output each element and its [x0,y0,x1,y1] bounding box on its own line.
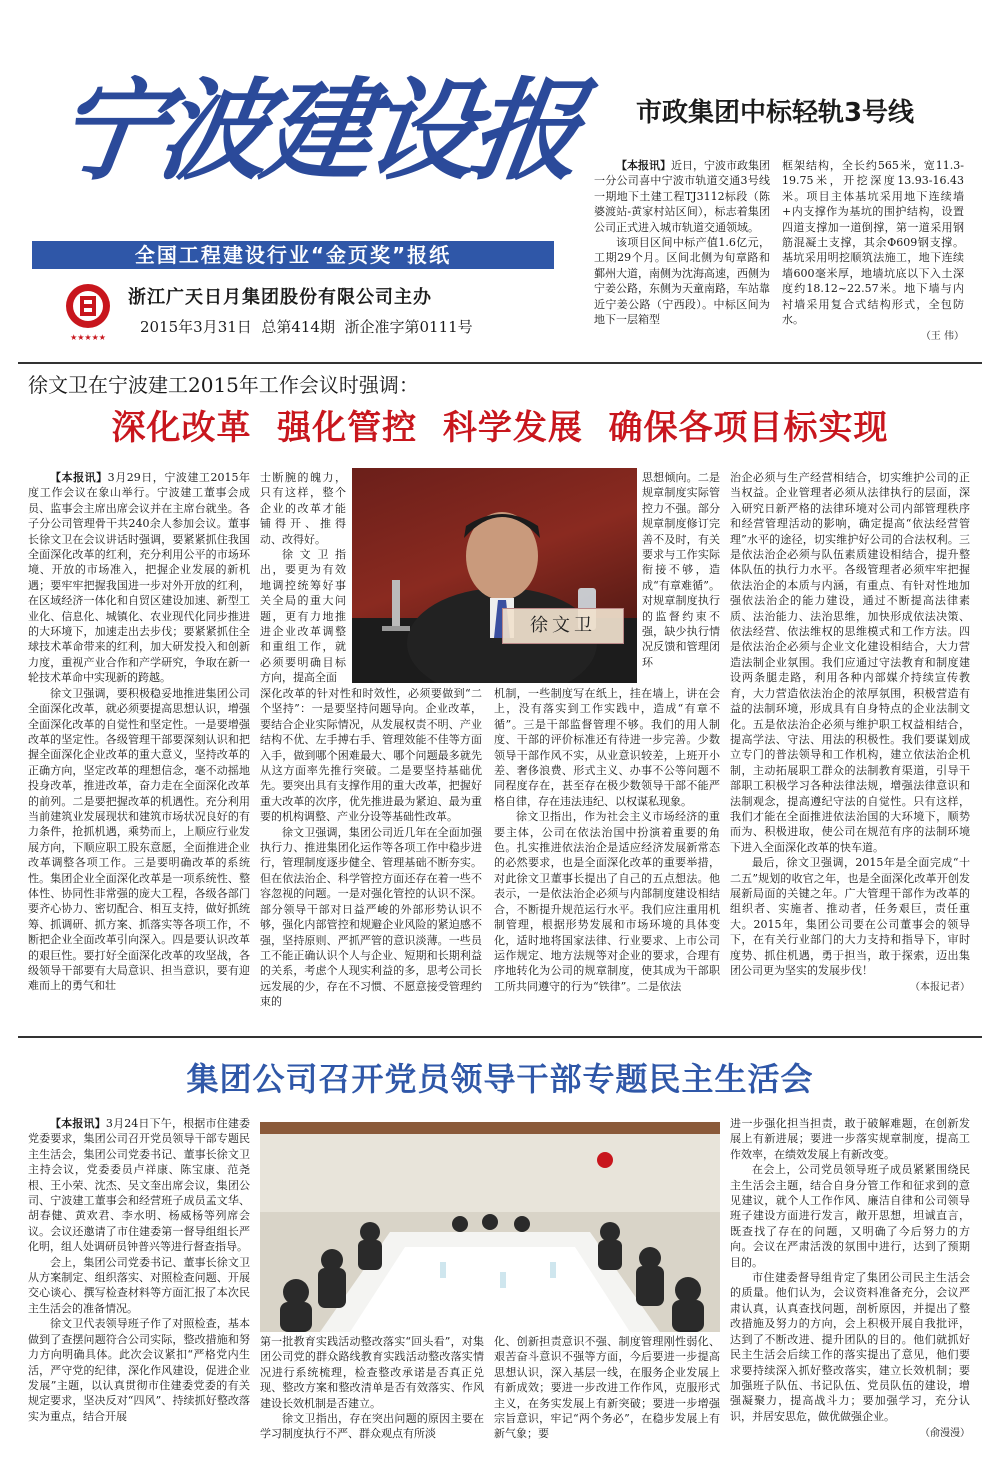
main-story-photo [352,468,637,683]
main-para-7: 思想倾向。二是规章制度实际管控力不强。部分规章制度修订完善不及时，有关要求与工作实际衔接不够，造成“有章难循”。对规章制度执行的监督约束不强，缺少执行情况反馈和管理闭环 [642,471,720,669]
second-story-headline: 集团公司召开党员领导干部专题民主生活会 [186,1060,814,1098]
top-story-para-3: 框架结构，全长约565米，宽11.3-19.75米，开挖深度13.93-16.43米。项目主体基坑采用地下连续墙+内支撑作为基坑的围护结构，设置四道支撑加一道倒撑，第一道采用钢筋混凝土支撑，其余Φ609钢支撑。基坑采用明挖顺筑法施工，地下连续墙600毫米厚，地墙坑底以下入土深度约18.12~22.57米。地下墙与内衬墙采用复合式结构形式，全包防水。 [782,159,964,327]
main-para-3: 士断腕的魄力，只有这样，整个企业的改革才能铺得开、推得动、改得好。 [260,471,346,546]
main-para-10: 治企必须与生产经营相结合，切实维护公司的正当权益。企业管理者必须从法律执行的层面，深入研究日新严格的法律环境对公司内部管理秩序和经营管理活动的影响，确定提高“依法经营管理”水平的途径，切实维护好公司的合法权利。三是依法治企必须与队伍素质建设相结合，提升整体队伍的执行力水平。各级管理者必须牢牢把握依法治企的本质与内涵，有重点、有针对性地加强依法治企的能力建设，通过不断提高法律素质、法治能力、法治思维，加快形成依法决策、依法经营、依法维权的思维模式和工作方法。四是依法治企必须与企业文化建设相结合，大力营造法制企业氛围。我们应通过守法教育和制度建设两条腿走路，利用各种内部媒介持续宣传教育，大力营造依法治企的浓厚氛围，积极营造有益的法制环境，形成具有自身特点的企业法制文化。五是依法治企必须与维护职工权益相结合，提高学法、守法、用法的积极性。我们要谋划成立专门的普法领导和工作机构，建立依法治企机制，主动拓展职工群众的法制教育渠道，引导干部职工积极学习各种法律法规，增强法律意识和法制观念，提高遵纪守法的自觉性。只有这样，我们才能在全面推进依法治国的大环境下，顺势而为、积极进取，使公司在规范有序的法制环境下进入全面深化改革的快车道。 [730,471,970,854]
main-para-6: 徐文卫强调，集团公司近几年在全面加强执行力、推进集团化运作等各项工作中稳步进行，管理制度逐步健全、管理基础不断夯实。但在依法治企、科学管控方面还存在着一些不容忽视的问题。一是对强化管控的认识不深。部分领导干部对日益严峻的外部形势认识不够，强化内部管控和规避企业风险的紧迫感不强，坚持原则、严抓严管的意识淡薄。一些员工不能正确认识个人与企业、短期和长期利益的关系，考虑个人现实利益的多，思考公司长远发展的少，存在不习惯、不愿意接受管理约束的 [260,825,482,1009]
top-story-headline: 市政集团中标轻轨3号线 [635,98,915,128]
second-para-4: 第一批教育实践活动整改落实“回头看”，对集团公司党的群众路线教育实践活动整改落实情况进行系统梳理，检查整改承诺是否真正兑现、整改方案和整改清单是否有效落实、作风建设长效机制是否建立。 [260,1335,484,1410]
second-col4 [730,1116,970,1442]
issue-info: 2015年3月31日 总第414期 浙企准字第0111号 [140,318,473,336]
report-lead-marker: 【本报讯】 [50,471,108,484]
masthead-title: 宁波建设报 [47,66,586,195]
divider-1 [18,362,982,364]
main-para-8: 机制，一些制度写在纸上，挂在墙上，讲在会上，没有落实到工作实践中，造成“有章不循”。三是干部监督管理不够。我们的用人制度、干部的评价标准还有待进一步完善。少数领导干部作风不实，从业意识较差，上班开小差、奢侈浪费、形式主义、办事不公等问题不同程度存在，甚至存在极少数领导干部不能严格自律，存在违法违纪、以权谋私现象。 [494,687,720,808]
main-para-4: 徐文卫指出，要更为有效地调控统筹好事关全局的重大问题，更有力地推进企业改革调整和重组工作，就必须要明确目标方向，提高全面 [260,548,346,685]
photo-caption: 徐文卫 [502,608,624,644]
second-para-9: 市住建委督导组肯定了集团公司民主生活会的质量。他们认为，会议资料准备充分，会议严肃认真，认真查找问题，剖析原因，并提出了整改措施及努力的方向，会上积极开展自我批评，达到了不断改进、提升团队的目的。他们就抓好民主生活会后续工作的落实提出了意见，他们要求要持续深入抓好整改落实，建立长效机制；要加强班子队伍、书记队伍、党员队伍的建设，增强凝聚力，提高战斗力；要加强学习，充分认识，并居安思危，做优做强企业。 [730,1271,970,1423]
top-story-byline: （王 伟） [920,331,964,343]
main-para-9: 徐文卫指出，作为社会主义市场经济的重要主体，公司在依法治国中扮演着重要的角色。扎实推进依法治企是适应经济发展新常态的必然要求，也是全面深化改革的重要举措，对此徐文卫董事长提出了自己的五点想法。他表示，一是依法治企必须与内部制度建设相结合，不断提升规范运行水平。我们应注重用机制管理，根据形势发展和市场环境的具体变化，适时地将国家法律、行业要求、上市公司运作规定、地方法规等对企业的要求，合理有序地转化为公司的规章制度，使其成为干部职工所共同遵守的行为“铁律”。二是依法 [494,810,720,993]
main-col3b [494,686,720,994]
meeting-photo [260,1122,720,1332]
second-para-2: 会上，集团公司党委书记、董事长徐文卫从方案制定、组织落实、对照检查问题、开展交心谈心、撰写检查材料等方面汇报了本次民主生活会的准备情况。 [28,1255,250,1315]
main-col3a [642,470,720,670]
second-para-5: 徐文卫指出，存在突出问题的原因主要在学习制度执行不严、群众观点有所淡 [260,1412,484,1441]
second-para-6: 化、创新担责意识不强、制度管理刚性弱化、艰苦奋斗意识不强等方面，今后要进一步提高思想认识，深入基层一线，在服务企业发展上有新成效；要进一步改进工作作风，克服形式主义，在务实发展上有新突破；要进一步增强宗旨意识，牢记“两个务必”，在稳步发展上有新气象；要 [494,1335,720,1441]
main-col4 [730,470,970,996]
award-banner: 全国工程建设行业“金页奖”报纸 [32,241,554,269]
main-para-5: 深化改革的针对性和时效性，必须要做到“二个坚持”：一是要坚持问题导向。企业改革，要结合企业实际情况，从发展权责不明、产业结构不优、左手搏右手、管理效能不佳等方面入手，做到哪个困难最大、哪个问题最多就先从这方面率先推行突破。二是要坚持基础优先。要突出具有支撑作用的重大改革，把握好重大改革的次序，优先推进最为紧迫、最为重要的机构调整、产业分设等基础性改革。 [260,687,482,824]
second-col2 [260,1334,484,1442]
main-col2a [260,470,346,686]
second-story-byline: （俞漫漫） [920,1428,970,1440]
report-lead-marker: 【本报讯】 [50,1117,106,1130]
main-story-headline: 深化改革 强化管控 科学发展 确保各项目标实现 [111,408,889,448]
divider-2 [18,1036,982,1038]
main-para-2: 徐文卫强调，要积极稳妥地推进集团公司全面深化改革，就必须要提高思想认识，增强全面深化改革的自觉性和坚定性。一是要增强改革的坚定性。各级管理干部要深刻认识和把握全面深化企业改革的重大意义，坚持改革的正确方向，坚定改革的理想信念，毫不动摇地投身改革，推进改革，奋力走在全面深化改革的前列。二是要把握改革的机遇性。充分利用当前建筑业发展现状和建筑市场状况良好的有力条件，抢抓机遇，乘势而上，上顺应行业发展方向，下顺应职工股东意愿，全面推进企业改革调整各项工作。三是要明确改革的系统性。集团企业全面深化改革是一项系统性、整体性、协同性非常强的庞大工程，各级各部门要齐心协力、密切配合、相互支持，做好抓统筹、抓调研、抓方案、抓落实等各项工作，不断把企业全面改革引向深入。四是要认识改革的艰巨性。要打好全面深化改革的攻坚战，各级领导干部要有大局意识、担当意识，要有迎难而上的勇气和壮 [28,686,250,993]
main-story-byline: （本报记者） [910,982,970,994]
top-story-para-2: 该项目区间中标产值1.6亿元，工期29个月。区间北侧为旬章路和鄞州大道，南侧为沈海高速，西侧为宁姜公路，东侧为天童南路，车站靠近宁姜公路（宁西段）。中标区间为地下一层箱型 [594,236,770,327]
main-para-11: 最后，徐文卫强调，2015年是全面完成“十二五”规划的收官之年，也是全面深化改革开创发展新局面的关键之年。广大管理干部作为改革的组织者、实施者、推动者，任务艰巨，责任重大。2015年，集团公司要在公司董事会的领导下，在有关行业部门的大力支持和指导下，审时度势、抓住机遇，勇于担当，敢于探索，迈出集团公司更为坚实的发展步伐！ [730,856,970,977]
main-story-kicker: 徐文卫在宁波建工2015年工作会议时强调： [28,373,419,397]
main-col2b [260,686,482,1010]
second-col3 [494,1334,720,1442]
top-story-col1 [594,158,770,327]
second-para-7: 进一步强化担当担责，敢于破解难题，在创新发展上有新进展；要进一步落实规章制度，提高工作效率，在绩效发展上有新改变。 [730,1117,970,1161]
report-lead-marker: 【本报讯】 [616,159,671,172]
main-para-1: 【本报讯】3月29日，宁波建工2015年度工作会议在象山举行。宁波建工董事会成员、监事会主席出席会议并在主席台就坐。各子分公司管理骨干共240余人参加会议。董事长徐文卫在会议讲话时强调，要紧紧抓住我国全面深化改革的红利，充分利用公平的市场环境、开放的市场准入，把握企业发展的新机遇；要牢牢把握我国进一步对外开放的红利，在区域经济一体化和自贸区建设加速、新型工业化、信息化、城镇化、农业现代化同步推进的大环境下，加速走出去步伐；要紧紧抓住全球技术革命带来的红利，加大研发投入和创新力度，重视产业合作和产学研究，争取在新一轮技术革命中实现新的跨越。 [28,471,250,685]
second-para-1: 【本报讯】3月24日下午，根据市住建委党委要求，集团公司召开党员领导干部专题民主生活会，集团公司党委书记、董事长徐文卫主持会议，党委委员卢祥康、陈宝康、范尧根、王小荣、沈杰、吴文奎出席会议，集团公司、宁波建工董事会和经营班子成员孟文华、胡春健、黄欢君、李水明、杨威杨等列席会议。会议还邀请了市住建委第一督导组组长严化明，组人处调研员钟普兴等进行督查指导。 [28,1117,251,1254]
second-para-3: 徐文卫代表领导班子作了对照检查，基本做到了查摆问题符合公司实际，整改措施和努力方向明确具体。此次会议紧扣“严格党内生活，严守党的纪律，深化作风建设，促进企业发展”主题，以认真贯彻市住建委党委的有关规定要求，坚决反对“四风”、持续抓好整改落实为重点，结合开展 [28,1317,250,1423]
second-para-8: 在会上，公司党员领导班子成员紧紧围绕民主生活会主题，结合自身分管工作和征求到的意见建议，就个人工作作风、廉洁自律和公司领导班子建设方面进行发言，敞开思想，坦诚直言，既查找了存在的问题，又明确了今后努力的方向。会议在严肃活泼的氛围中进行，达到了预期目的。 [730,1163,970,1269]
svg-text:★★★★★: ★★★★★ [70,333,106,342]
second-col1 [28,1116,250,1424]
main-col1 [28,470,250,994]
sponsor-line: 浙江广天日月集团股份有限公司主办 [128,287,432,308]
top-story-col2 [782,158,964,345]
masthead [18,10,586,350]
company-logo [58,282,118,344]
top-story-para-1: 【本报讯】近日，宁波市政集团一分公司喜中宁波市轨道交通3号线一期地下土建工程TJ3112标段（陈婆渡站-黄家村站区间），标志着集团公司正式进入城市轨道交通领域。 [594,159,770,234]
